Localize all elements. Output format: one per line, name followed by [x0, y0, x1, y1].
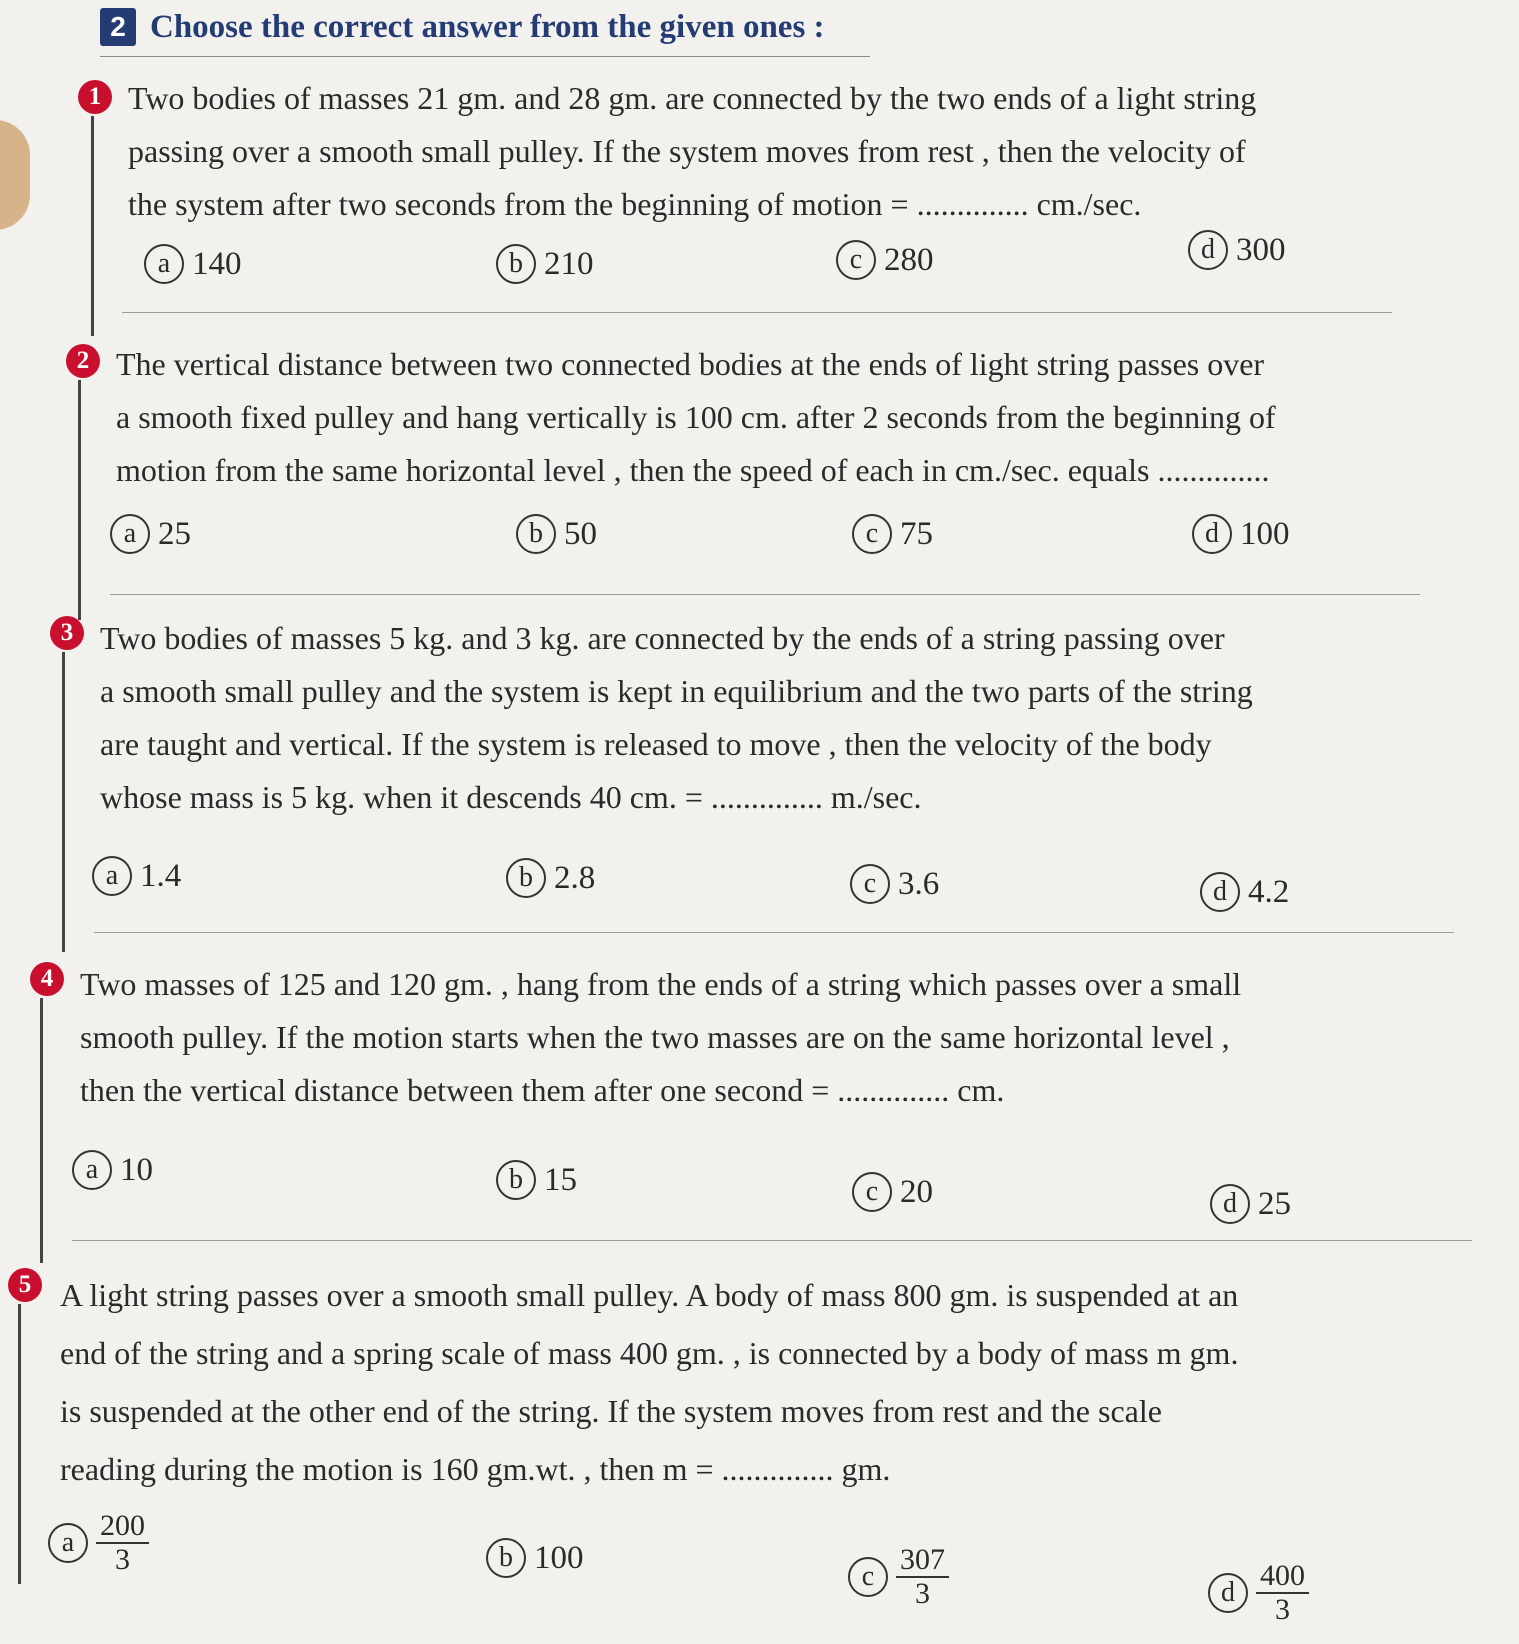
- question-text: [128, 72, 1256, 231]
- question-line: whose mass is 5 kg. when it descends 40 cm. = .............. m./sec.: [100, 779, 922, 815]
- question-line: a smooth small pulley and the system is kept in equilibrium and the two parts of the string: [100, 673, 1253, 709]
- option-c[interactable]: [852, 1172, 933, 1212]
- option-value: 280: [884, 241, 934, 278]
- option-value: 25: [1258, 1185, 1291, 1222]
- option-b[interactable]: [506, 858, 595, 898]
- question-3: [50, 619, 1470, 956]
- option-letter: d: [1200, 872, 1240, 912]
- section-number: 2: [100, 8, 136, 46]
- question-line: Two bodies of masses 5 kg. and 3 kg. are connected by the ends of a string passing over: [100, 620, 1225, 656]
- option-value: 100: [534, 1539, 584, 1576]
- option-d[interactable]: [1188, 230, 1286, 270]
- option-b[interactable]: [496, 1160, 577, 1200]
- question-line: are taught and vertical. If the system is released to move , then the velocity of the body: [100, 726, 1212, 762]
- option-letter: b: [516, 514, 556, 554]
- option-letter: d: [1208, 1573, 1248, 1613]
- question-line: A light string passes over a smooth small pulley. A body of mass 800 gm. is suspended at an: [60, 1277, 1239, 1313]
- question-side-bar: [91, 116, 94, 336]
- option-letter: c: [852, 514, 892, 554]
- thumb-edge: [0, 120, 30, 230]
- question-side-bar: [62, 652, 65, 952]
- option-letter: b: [486, 1538, 526, 1578]
- question-line: Two bodies of masses 21 gm. and 28 gm. are connected by the two ends of a light string: [128, 80, 1257, 116]
- question-number-badge: 1: [78, 80, 112, 114]
- option-value: 300: [1236, 231, 1286, 268]
- option-letter: a: [92, 856, 132, 896]
- option-value: 10: [120, 1151, 153, 1188]
- question-line: the system after two seconds from the beginning of motion = .............. cm./sec.: [128, 186, 1142, 222]
- option-b[interactable]: [486, 1538, 584, 1578]
- question-divider: [94, 932, 1454, 933]
- option-value: 75: [900, 515, 933, 552]
- question-number-badge: 3: [50, 616, 84, 650]
- option-c[interactable]: [852, 514, 933, 554]
- fraction-numerator: 307: [896, 1544, 949, 1578]
- question-line: smooth pulley. If the motion starts when the two masses are on the same horizontal level ,: [80, 1019, 1230, 1055]
- option-value: 20: [900, 1173, 933, 1210]
- option-a[interactable]: [144, 244, 242, 284]
- option-value: 25: [158, 515, 191, 552]
- option-letter: d: [1210, 1184, 1250, 1224]
- option-letter: d: [1192, 514, 1232, 554]
- question-line: reading during the motion is 160 gm.wt. , then m = .............. gm.: [60, 1451, 891, 1487]
- option-c[interactable]: [836, 240, 934, 280]
- option-b[interactable]: [516, 514, 597, 554]
- option-letter: c: [836, 240, 876, 280]
- question-line: then the vertical distance between them after one second = .............. cm.: [80, 1072, 1005, 1108]
- question-text: [60, 1266, 1238, 1498]
- fraction-denominator: 3: [915, 1576, 930, 1610]
- question-line: a smooth fixed pulley and hang vertically is 100 cm. after 2 seconds from the beginning of: [116, 399, 1276, 435]
- option-a[interactable]: [92, 856, 181, 896]
- option-letter: c: [848, 1557, 888, 1597]
- question-2: [66, 346, 1446, 614]
- question-1: [78, 80, 1408, 330]
- option-value: 1.4: [140, 857, 182, 894]
- option-d[interactable]: [1192, 514, 1290, 554]
- question-line: passing over a smooth small pulley. If the system moves from rest , then the velocity of: [128, 133, 1246, 169]
- question-5: [8, 1271, 1488, 1644]
- option-a[interactable]: [48, 1510, 149, 1575]
- question-side-bar: [18, 1304, 21, 1584]
- question-line: end of the string and a spring scale of mass 400 gm. , is connected by a body of mass m gm.: [60, 1335, 1239, 1371]
- question-divider: [110, 594, 1420, 595]
- question-line: motion from the same horizontal level , then the speed of each in cm./sec. equals ..............: [116, 452, 1270, 488]
- option-value: 50: [564, 515, 597, 552]
- option-d[interactable]: [1210, 1184, 1291, 1224]
- option-letter: a: [72, 1150, 112, 1190]
- question-divider: [72, 1240, 1472, 1241]
- question-text: [116, 338, 1276, 497]
- option-value: 210: [544, 245, 594, 282]
- question-line: The vertical distance between two connected bodies at the ends of light string passes over: [116, 346, 1265, 382]
- question-number-badge: 4: [30, 962, 64, 996]
- option-value: 15: [544, 1161, 577, 1198]
- fraction-value: [896, 1544, 949, 1609]
- fraction-value: [1256, 1560, 1309, 1625]
- option-a[interactable]: [72, 1150, 153, 1190]
- option-value: 100: [1240, 515, 1290, 552]
- option-letter: a: [110, 514, 150, 554]
- option-d[interactable]: [1208, 1560, 1309, 1625]
- option-value: 140: [192, 245, 242, 282]
- fraction-denominator: 3: [115, 1542, 130, 1576]
- question-side-bar: [40, 998, 43, 1263]
- fraction-denominator: 3: [1275, 1592, 1290, 1626]
- header-divider: [100, 56, 870, 57]
- option-c[interactable]: [848, 1544, 949, 1609]
- question-4: [30, 965, 1480, 1262]
- option-letter: b: [496, 1160, 536, 1200]
- option-value: 3.6: [898, 865, 940, 902]
- option-c[interactable]: [850, 864, 939, 904]
- option-letter: c: [850, 864, 890, 904]
- option-letter: c: [852, 1172, 892, 1212]
- question-line: is suspended at the other end of the string. If the system moves from rest and the scale: [60, 1393, 1162, 1429]
- question-text: [100, 612, 1253, 824]
- question-number-badge: 2: [66, 344, 100, 378]
- option-b[interactable]: [496, 244, 594, 284]
- fraction-numerator: 200: [96, 1510, 149, 1544]
- option-letter: b: [506, 858, 546, 898]
- section-header: [100, 8, 825, 46]
- option-letter: d: [1188, 230, 1228, 270]
- question-divider: [122, 312, 1392, 313]
- question-number-badge: 5: [8, 1268, 42, 1302]
- option-value: 2.8: [554, 859, 596, 896]
- option-letter: b: [496, 244, 536, 284]
- option-letter: a: [48, 1523, 88, 1563]
- option-value: 4.2: [1248, 873, 1290, 910]
- fraction-value: [96, 1510, 149, 1575]
- section-title: Choose the correct answer from the given ones :: [150, 8, 825, 45]
- fraction-numerator: 400: [1256, 1560, 1309, 1594]
- option-d[interactable]: [1200, 872, 1289, 912]
- option-a[interactable]: [110, 514, 191, 554]
- option-letter: a: [144, 244, 184, 284]
- question-text: [80, 958, 1241, 1117]
- question-line: Two masses of 125 and 120 gm. , hang from the ends of a string which passes over a small: [80, 966, 1242, 1002]
- question-side-bar: [78, 380, 81, 620]
